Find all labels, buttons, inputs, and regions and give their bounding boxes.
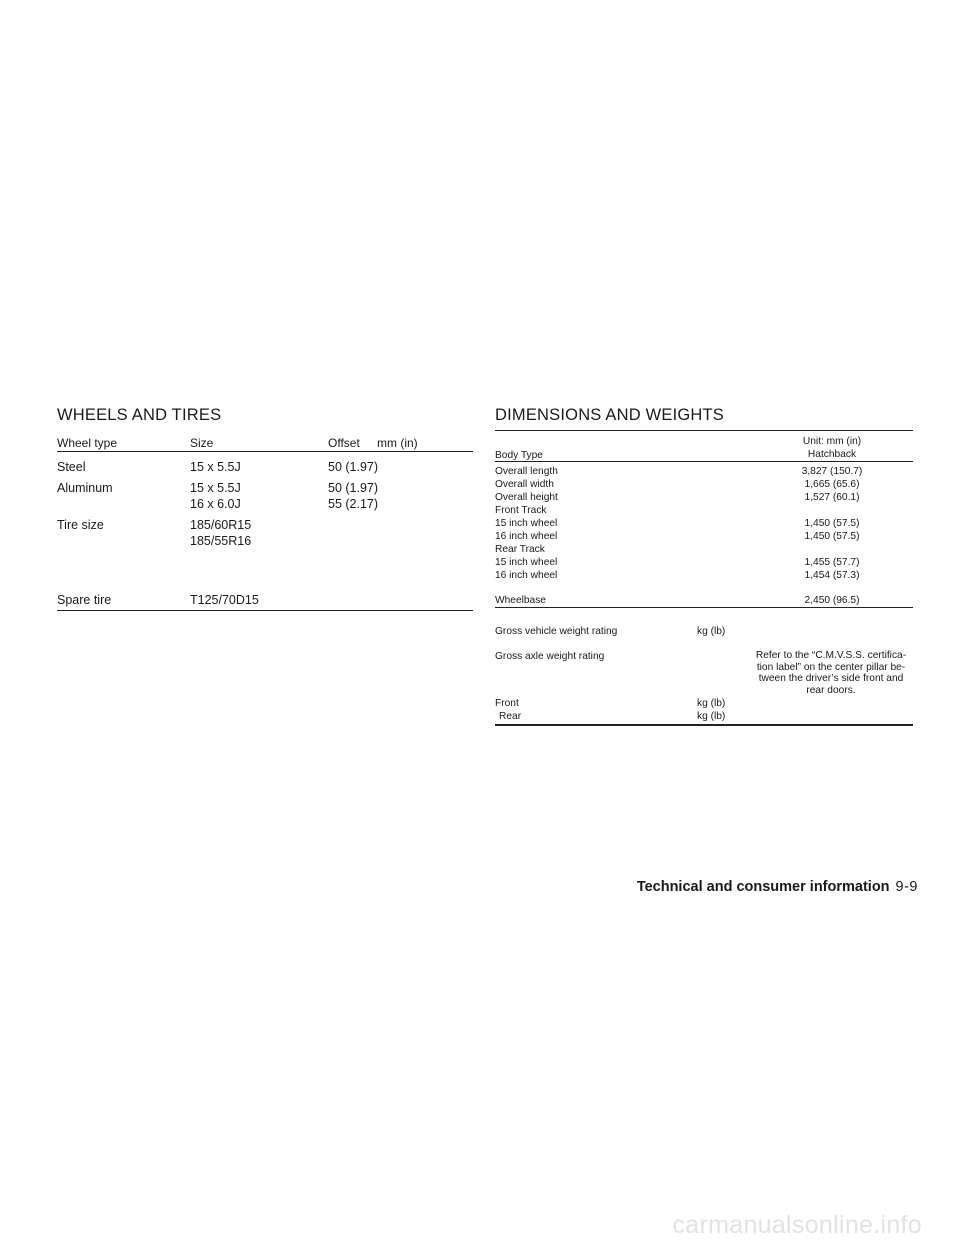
spare-tire-label: Spare tire (57, 593, 112, 607)
aluminum-size-2: 16 x 6.0J (190, 497, 241, 511)
header-wheel-type: Wheel type (57, 436, 118, 450)
body-type-label: Body Type (495, 450, 543, 461)
overall-width-value: 1,665 (65.6) (804, 479, 860, 490)
gawr-rear-unit: kg (lb) (697, 711, 726, 722)
dimensions-header-rule (495, 461, 913, 462)
gvwr-unit: kg (lb) (697, 626, 726, 637)
overall-height-value: 1,527 (60.1) (804, 492, 860, 503)
overall-length-label: Overall length (495, 466, 558, 477)
tire-size-1: 185/60R15 (190, 518, 252, 532)
header-offset: Offset (328, 436, 360, 450)
wheels-tires-title: WHEELS AND TIRES (57, 406, 222, 424)
aluminum-offset-2: 55 (2.17) (328, 497, 379, 511)
wheelbase-label: Wheelbase (495, 595, 546, 606)
page-footer (637, 879, 918, 895)
steel-size: 15 x 5.5J (190, 460, 241, 474)
dimensions-end-rule (495, 724, 913, 726)
header-size: Size (190, 436, 214, 450)
footer-section-title: Technical and consumer information (636, 879, 890, 895)
watermark: carmanualsonline.info (672, 1211, 922, 1239)
overall-width-label: Overall width (495, 479, 554, 490)
gawr-refer-note (752, 650, 910, 696)
gvwr-label: Gross vehicle weight rating (495, 626, 618, 637)
gawr-front-label: Front (495, 698, 519, 709)
wheel-type-steel: Steel (57, 460, 86, 474)
gawr-label: Gross axle weight rating (495, 651, 605, 662)
wheelbase-rule (495, 607, 913, 608)
dimensions-weights-title: DIMENSIONS AND WEIGHTS (495, 406, 725, 424)
rear-16-label: 16 inch wheel (495, 570, 558, 581)
wheels-tires-header-rule (57, 451, 473, 452)
spare-tire-size: T125/70D15 (190, 593, 259, 607)
rear-16-value: 1,454 (57.3) (804, 570, 860, 581)
front-track-label: Front Track (495, 505, 547, 516)
aluminum-size-1: 15 x 5.5J (190, 481, 241, 495)
wheelbase-value: 2,450 (96.5) (804, 595, 860, 606)
overall-length-value: 3,827 (150.7) (801, 466, 863, 477)
overall-height-label: Overall height (495, 492, 558, 503)
aluminum-offset-1: 50 (1.97) (328, 481, 379, 495)
gawr-rear-label: Rear (499, 711, 522, 722)
rear-15-label: 15 inch wheel (495, 557, 558, 568)
dimensions-unit: Unit: mm (in) (802, 436, 862, 447)
header-unit: mm (in) (377, 436, 418, 450)
footer-page-number: 9-9 (895, 879, 918, 895)
tire-size-label: Tire size (57, 518, 104, 532)
wheels-tires-end-rule (57, 610, 473, 611)
steel-offset: 50 (1.97) (328, 460, 379, 474)
refer-line: tween the driver’s side front and (758, 673, 904, 684)
rear-track-label: Rear Track (495, 544, 545, 555)
front-16-value: 1,450 (57.5) (804, 531, 860, 542)
front-16-label: 16 inch wheel (495, 531, 558, 542)
front-15-label: 15 inch wheel (495, 518, 558, 529)
dimensions-top-rule (495, 430, 913, 431)
tire-size-2: 185/55R16 (190, 534, 252, 548)
gawr-front-unit: kg (lb) (697, 698, 726, 709)
refer-line: Refer to the “C.M.V.S.S. certifica- (755, 650, 907, 661)
wheel-type-aluminum: Aluminum (57, 481, 113, 495)
refer-line: tion label” on the center pillar be- (756, 661, 906, 673)
front-15-value: 1,450 (57.5) (804, 518, 860, 529)
body-type-value: Hatchback (807, 449, 857, 460)
rear-15-value: 1,455 (57.7) (804, 557, 860, 568)
wheels-tires-header-row (57, 436, 473, 451)
refer-line: rear doors. (806, 684, 856, 696)
